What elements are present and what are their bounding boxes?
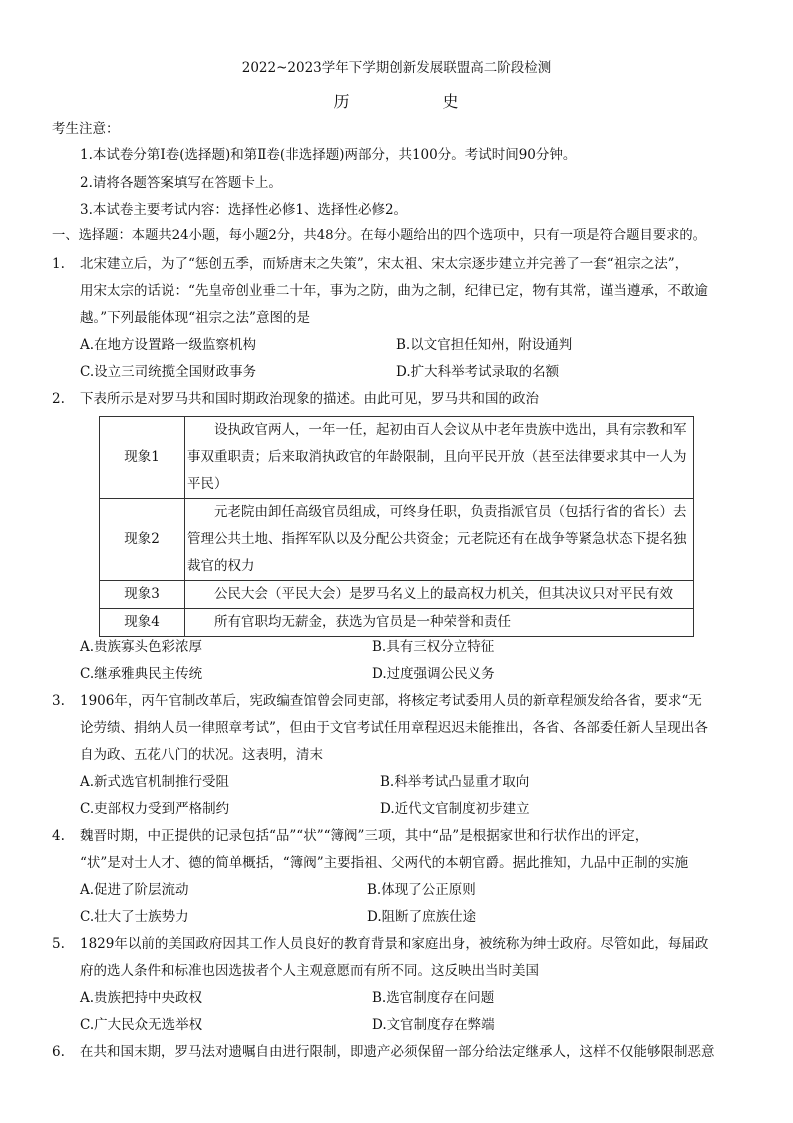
q2-option-b[interactable]: B.具有三权分立特征 — [372, 639, 495, 655]
table-row — [100, 499, 694, 581]
q4-line-1: 魏晋时期，中正提供的记录包括“品”“状”“簿阀”三项，其中“品”是根据家世和行状作出的评定， — [80, 828, 649, 844]
q3-option-c[interactable]: C.吏部权力受到严格制约 — [80, 801, 230, 817]
q3-option-b[interactable]: B.科举考试凸显重才取向 — [380, 774, 530, 790]
section-one-heading: 一、选择题：本题共24小题，每小题2分，共48分。在每小题给出的四个选项中，只有一项是符合题目要求的。 — [52, 228, 706, 243]
q3-number: 3. — [52, 693, 65, 709]
q5-option-a[interactable]: A.贵族把持中央政权 — [80, 990, 203, 1006]
q5-option-c[interactable]: C.广大民众无选举权 — [80, 1017, 203, 1033]
q3-option-a[interactable]: A.新式选官机制推行受阻 — [80, 774, 230, 790]
q1-line-1: 北宋建立后，为了“惩创五季，而矫唐末之失策”，宋太祖、宋太宗逐步建立并完善了一套“祖宗之法”， — [80, 256, 689, 272]
notice-heading: 考生注意： — [52, 121, 120, 137]
table-row — [100, 581, 694, 609]
subject-char-1: 历 — [333, 92, 351, 111]
row-label: 现象3 — [100, 581, 185, 609]
q2-option-a[interactable]: A.贵族寡头色彩浓厚 — [80, 639, 203, 655]
q5-line-2: 府的选人条件和标准也因选拔者个人主观意愿而有所不同。这反映出当时美国 — [80, 963, 539, 979]
q2-line-1: 下表所示是对罗马共和国时期政治现象的描述。由此可见，罗马共和国的政治 — [80, 391, 539, 407]
subject-char-2: 史 — [442, 92, 460, 111]
q2-number: 2. — [52, 391, 65, 407]
row-label: 现象2 — [100, 499, 185, 581]
q4-option-d[interactable]: D.阻断了庶族仕途 — [367, 909, 477, 925]
q1-option-c[interactable]: C.设立三司统揽全国财政事务 — [80, 364, 257, 380]
q4-option-a[interactable]: A.促进了阶层流动 — [80, 882, 189, 898]
notice-item-1: 1.本试卷分第Ⅰ卷(选择题)和第Ⅱ卷(非选择题)两部分，共100分。考试时间90分钟。 — [80, 147, 577, 163]
q5-option-b[interactable]: B.选官制度存在问题 — [372, 990, 495, 1006]
q1-option-b[interactable]: B.以文官担任知州，附设通判 — [396, 337, 573, 353]
q1-number: 1. — [52, 256, 65, 272]
phenomena-table — [99, 416, 694, 637]
q4-number: 4. — [52, 828, 65, 844]
q6-line-1: 在共和国末期，罗马法对遗嘱自由进行限制，即遗产必须保留一部分给法定继承人，这样不仅能够限制恶意 — [80, 1044, 715, 1060]
q1-option-a[interactable]: A.在地方设置路一级监察机构 — [80, 337, 257, 353]
q2-option-d[interactable]: D.过度强调公民义务 — [372, 666, 495, 682]
notice-item-2: 2.请将各题答案填写在答题卡上。 — [80, 175, 282, 191]
exam-title: 2022~2023学年下学期创新发展联盟高二阶段检测 — [241, 60, 552, 76]
row-label: 现象4 — [100, 609, 185, 637]
q1-line-3: 越。”下列最能体现“祖宗之法”意图的是 — [80, 310, 310, 326]
row-text: 设执政官两人，一年一任，起初由百人会议从中老年贵族中选出，具有宗教和军事双重职责；后来取消执政官的年龄限制，且向平民开放（甚至法律要求其中一人为平民） — [185, 417, 694, 499]
subject-heading — [0, 92, 793, 112]
table-row — [100, 609, 694, 637]
row-text: 所有官职均无薪金，获选为官员是一种荣誉和责任 — [185, 609, 694, 637]
q6-number: 6. — [52, 1044, 65, 1060]
q1-line-2: 用宋太宗的话说：“先皇帝创业垂二十年，事为之防，曲为之制，纪律已定，物有其常，谨当遵承，不敢逾 — [80, 283, 708, 299]
q3-line-2: 论劳绩、捐纳人员一律照章考试”，但由于文官考试任用章程迟迟未能推出，各省、各部委任新人呈现出各 — [80, 720, 708, 736]
row-text: 公民大会（平民大会）是罗马名义上的最高权力机关，但其决议只对平民有效 — [185, 581, 694, 609]
q4-line-2: “状”是对士人才、德的简单概括，“簿阀”主要指祖、父两代的本朝官爵。据此推知，九品中正制的实施 — [80, 855, 689, 871]
q3-line-3: 自为政、五花八门的状况。这表明，清末 — [80, 747, 323, 763]
q3-line-1: 1906年，丙午官制改革后，宪政编查馆曾会同吏部，将核定考试委用人员的新章程颁发给各省，要求“无 — [80, 693, 702, 709]
row-label: 现象1 — [100, 417, 185, 499]
q5-option-d[interactable]: D.文官制度存在弊端 — [372, 1017, 495, 1033]
q5-number: 5. — [52, 936, 65, 952]
row-text: 元老院由卸任高级官员组成，可终身任职，负责指派官员（包括行省的省长）去管理公共土地、指挥军队以及分配公共资金；元老院还有在战争等紧急状态下提名独裁官的权力 — [185, 499, 694, 581]
q1-option-d[interactable]: D.扩大科举考试录取的名额 — [396, 364, 560, 380]
notice-item-3: 3.本试卷主要考试内容：选择性必修1、选择性必修2。 — [80, 202, 408, 218]
q2-option-c[interactable]: C.继承雅典民主传统 — [80, 666, 203, 682]
q3-option-d[interactable]: D.近代文官制度初步建立 — [380, 801, 530, 817]
q5-line-1: 1829年以前的美国政府因其工作人员良好的教育背景和家庭出身，被统称为绅士政府。尽管如此，每届政 — [80, 936, 709, 952]
q4-option-b[interactable]: B.体现了公正原则 — [367, 882, 476, 898]
q4-option-c[interactable]: C.壮大了士族势力 — [80, 909, 189, 925]
table-row — [100, 417, 694, 499]
